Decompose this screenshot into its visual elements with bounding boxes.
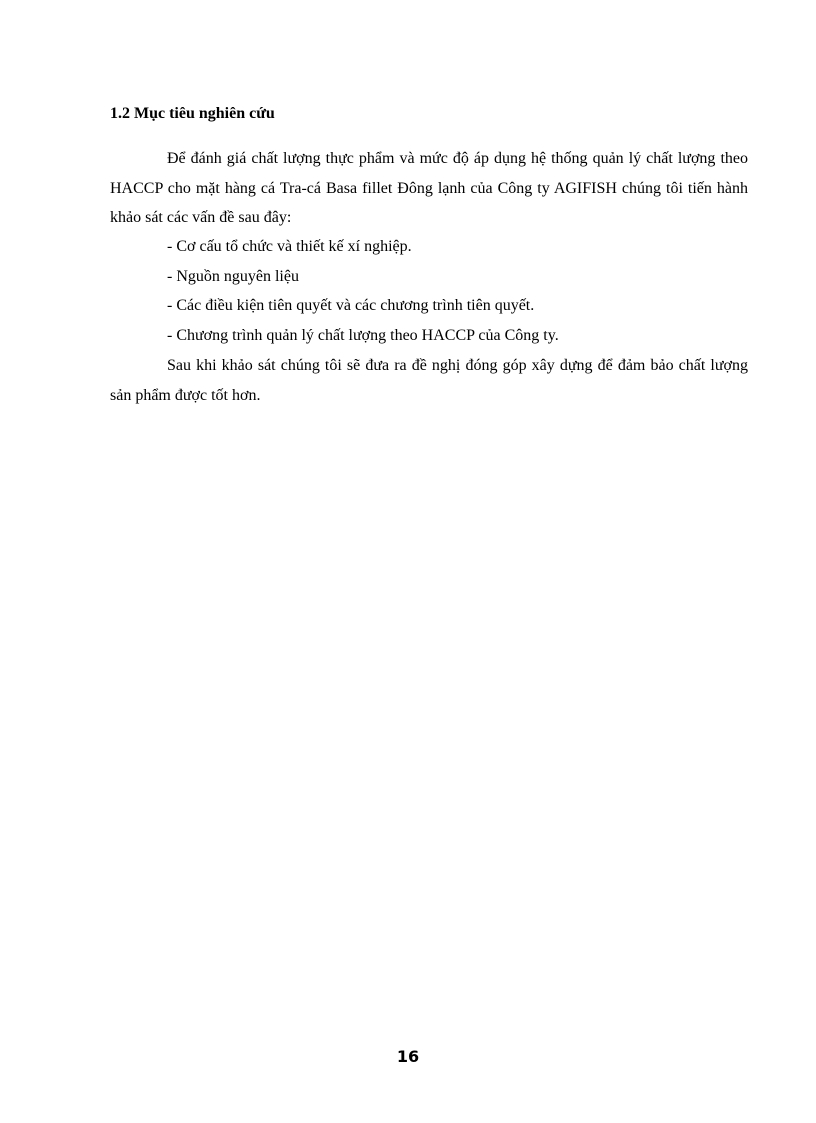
closing-paragraph: Sau khi khảo sát chúng tôi sẽ đưa ra đề nghị đóng góp xây dựng để đảm bảo chất lượng sản phẩm được tốt hơn. xyxy=(110,357,748,404)
list-item: - Chương trình quản lý chất lượng theo HACCP của Công ty. xyxy=(167,326,559,344)
list-item: - Cơ cấu tổ chức và thiết kế xí nghiệp. xyxy=(167,238,412,255)
page-number: 16 xyxy=(396,1047,420,1066)
list-item: - Các điều kiện tiên quyết và các chương trình tiên quyết. xyxy=(167,297,535,314)
intro-paragraph: Để đánh giá chất lượng thực phẩm và mức độ áp dụng hệ thống quản lý chất lượng theo HACCP cho mặt hàng cá Tra-cá Basa fillet Đông lạnh của Công ty AGIFISH chúng tôi tiến hành khảo sát các vấn đề sau đây: xyxy=(110,150,748,226)
survey-items-list xyxy=(167,232,559,350)
section-heading: 1.2 Mục tiêu nghiên cứu xyxy=(110,105,275,122)
list-item: - Nguồn nguyên liệu xyxy=(167,267,299,285)
